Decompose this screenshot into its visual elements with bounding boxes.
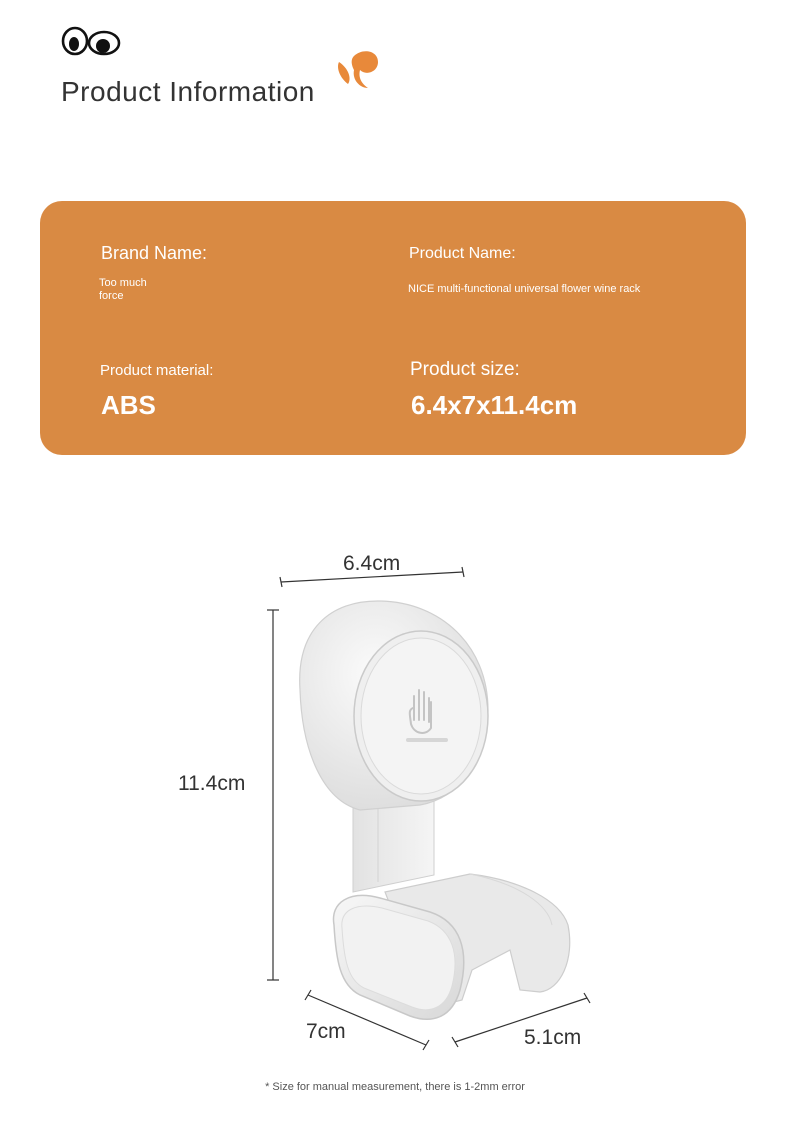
splash-icon (334, 48, 384, 92)
product-size-label: Product size: (410, 359, 520, 380)
wine-rack-product-image (300, 601, 570, 1019)
measurement-footnote: * Size for manual measurement, there is 1-2mm error (265, 1081, 525, 1093)
product-size-value: 6.4x7x11.4cm (411, 390, 578, 420)
product-name-value: NICE multi-functional universal flower wine rack (408, 283, 641, 295)
holder-width-dimension-label: 5.1cm (524, 1026, 582, 1049)
brand-name-value: Too much force (99, 277, 147, 302)
product-material-value: ABS (101, 390, 156, 420)
height-dimension-label: 11.4cm (178, 772, 246, 795)
page-title: Product Information (61, 76, 315, 107)
product-name-label: Product Name: (409, 245, 516, 262)
depth-dimension-label: 7cm (306, 1020, 346, 1043)
product-info-card (40, 201, 746, 455)
brand-name-label: Brand Name: (101, 243, 208, 263)
product-material-label: Product material: (100, 362, 214, 379)
product-dimension-diagram (0, 530, 790, 1090)
eyes-icon (60, 26, 122, 56)
width-dimension-label: 6.4cm (343, 552, 401, 575)
height-dimension-line (267, 610, 279, 980)
